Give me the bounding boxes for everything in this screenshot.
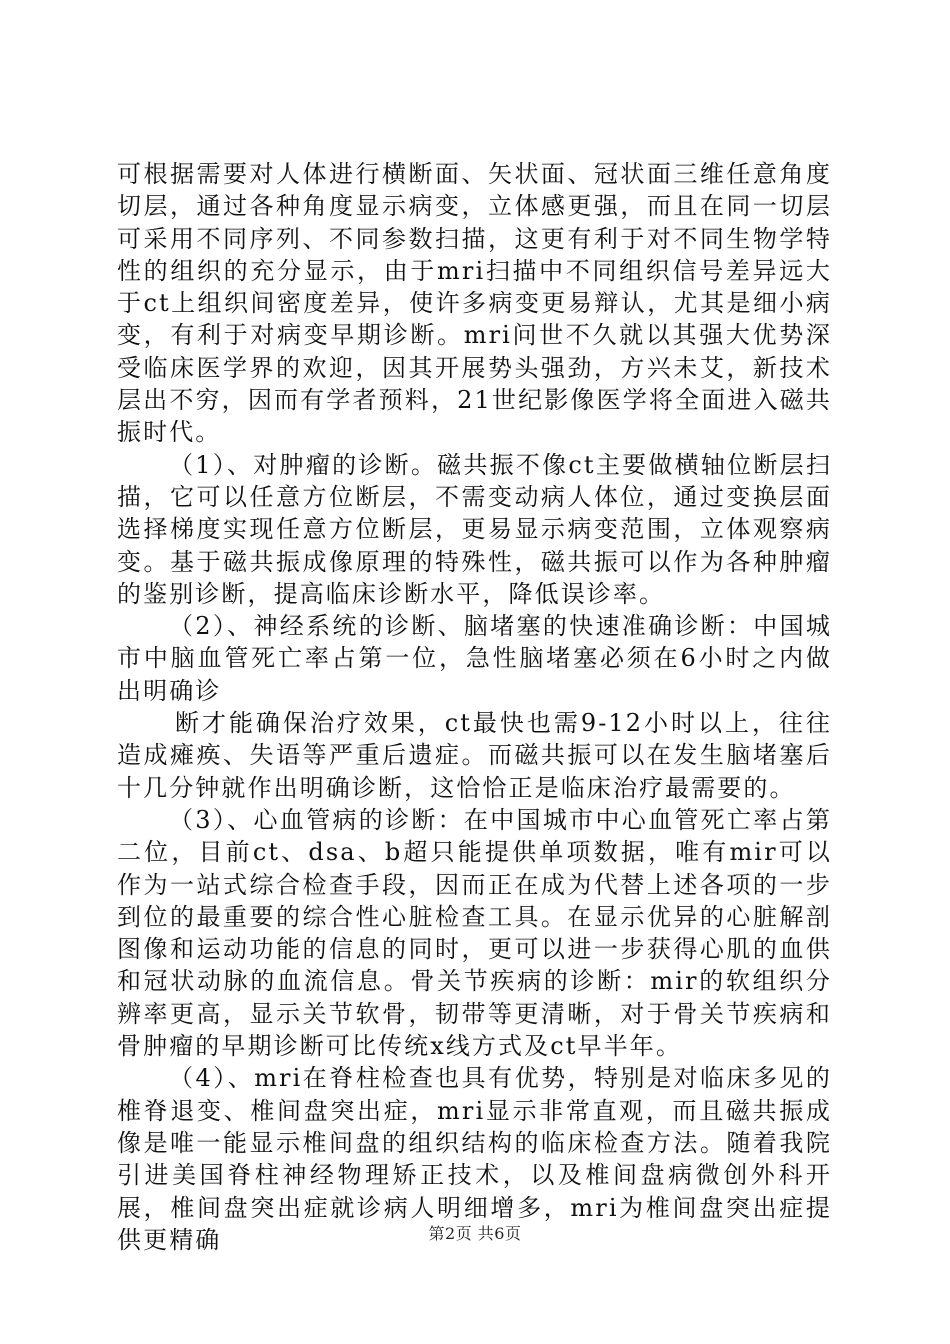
- paragraph-cardiovascular-diagnosis: （3）、心血管病的诊断：在中国城市中心血管死亡率占第二位，目前ct、dsa、b超只能提供单项数据，唯有mir可以作为一站式综合检查手段，因而正在成为代替上述各项的一步到位的最重要的综合性心脏检查工具。在显示优异的心脏解剖图像和运动功能的信息的同时，更可以进一步获得心肌的血供和冠状动脉的血流信息。骨关节疾病的诊断：mir的软组织分辨率更高，显示关节软骨，韧带等更清晰，对于骨关节疾病和骨肿瘤的早期诊断可比传统x线方式及ct早半年。: [117, 805, 832, 1061]
- paragraph-tumor-diagnosis: （1）、对肿瘤的诊断。磁共振不像ct主要做横轴位断层扫描，它可以任意方位断层，不需变动病人体位，通过变换层面选择梯度实现任意方位断层，更易显示病变范围，立体观察病变。基于磁共振成像原理的特殊性，磁共振可以作为各种肿瘤的鉴别诊断，提高临床诊断水平，降低误诊率。: [117, 450, 832, 608]
- body-text: [117, 158, 832, 1256]
- paragraph-stroke-continuation: 断才能确保治疗效果，ct最快也需9-12小时以上，往往造成瘫痪、失语等严重后遗症。而磁共振可以在发生脑堵塞后十几分钟就作出明确诊断，这恰恰正是临床治疗最需要的。: [117, 709, 832, 802]
- paragraph-spine-examination: （4）、mri在脊柱检查也具有优势，特别是对临床多见的椎脊退变、椎间盘突出症，mri显示非常直观，而且磁共振成像是唯一能显示椎间盘的组织结构的临床检查方法。随着我院引进美国脊柱神经物理矫正技术，以及椎间盘病微创外科开展，椎间盘突出症就诊病人明细增多，mri为椎间盘突出症提供更精确: [117, 1064, 832, 1254]
- page-number-footer: 第2页 共6页: [428, 1224, 522, 1243]
- paragraph-nervous-system-diagnosis: （2）、神经系统的诊断、脑堵塞的快速准确诊断：中国城市中脑血管死亡率占第一位，急性脑堵塞必须在6小时之内做出明确诊: [117, 612, 832, 705]
- paragraph-mri-overview: 可根据需要对人体进行横断面、矢状面、冠状面三维任意角度切层，通过各种角度显示病变，立体感更强，而且在同一切层可采用不同序列、不同参数扫描，这更有利于对不同生物学特性的组织的充分显示，由于mri扫描中不同组织信号差异远大于ct上组织间密度差异，使许多病变更易辩认，尤其是细小病变，有利于对病变早期诊断。mri问世不久就以其强大优势深受临床医学界的欢迎，因其开展势头强劲，方兴未艾，新技术层出不穷，因而有学者预料，21世纪影像医学将全面进入磁共振时代。: [117, 160, 832, 447]
